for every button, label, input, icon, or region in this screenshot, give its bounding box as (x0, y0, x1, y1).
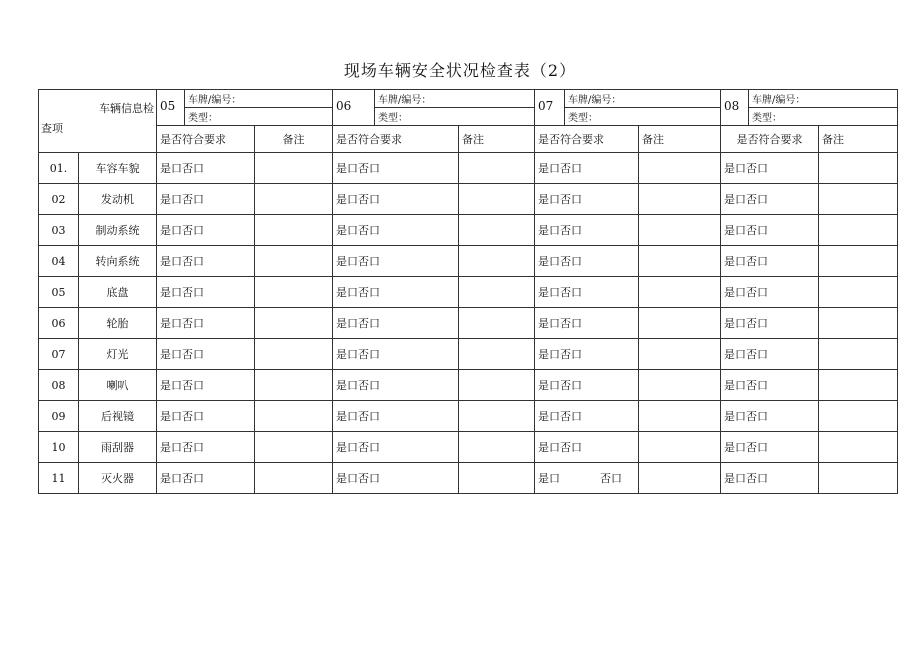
inspection-rows (39, 153, 898, 494)
yes-no-checkbox[interactable]: 是口否口 (535, 246, 639, 277)
note-cell[interactable] (459, 432, 535, 463)
yes-no-checkbox[interactable]: 是口否口 (721, 153, 819, 184)
note-cell[interactable] (819, 153, 898, 184)
note-cell[interactable] (819, 215, 898, 246)
vehicle-type-field[interactable]: 类型： (375, 108, 535, 126)
note-cell[interactable] (255, 246, 333, 277)
note-cell[interactable] (459, 463, 535, 494)
vehicle-number-07: 07 (535, 90, 565, 126)
yes-no-checkbox[interactable]: 是口否口 (721, 339, 819, 370)
col-conform-header: 是否符合要求 (721, 126, 819, 153)
table-row (39, 215, 898, 246)
yes-no-checkbox[interactable]: 是口否口 (721, 308, 819, 339)
row-item-label: 转向系统 (79, 246, 157, 277)
note-cell[interactable] (255, 401, 333, 432)
yes-no-checkbox[interactable]: 是口否口 (157, 246, 255, 277)
corner-header-top: 车辆信息检 (99, 102, 154, 115)
yes-no-checkbox[interactable]: 是口否口 (721, 401, 819, 432)
vehicle-plate-field[interactable]: 车牌/编号： (749, 90, 898, 108)
vehicle-number-08: 08 (721, 90, 749, 126)
yes-no-checkbox[interactable]: 是口否口 (721, 246, 819, 277)
note-cell[interactable] (819, 370, 898, 401)
yes-no-checkbox[interactable]: 是口否口 (157, 184, 255, 215)
row-item-label: 灯光 (79, 339, 157, 370)
vehicle-type-field[interactable]: 类型： (749, 108, 898, 126)
yes-no-checkbox[interactable]: 是口否口 (157, 277, 255, 308)
page-title: 现场车辆安全状况检查表（2） (343, 61, 577, 80)
yes-no-checkbox[interactable]: 是口否口 (157, 401, 255, 432)
col-note-header: 备注 (255, 126, 333, 153)
vehicle-number-05: 05 (157, 90, 185, 126)
row-number: 08 (39, 370, 79, 401)
yes-no-checkbox[interactable]: 是口否口 (333, 308, 459, 339)
yes-no-checkbox[interactable]: 是口否口 (157, 215, 255, 246)
yes-no-checkbox[interactable]: 是口否口 (721, 277, 819, 308)
yes-no-checkbox[interactable]: 是口否口 (535, 401, 639, 432)
yes-no-checkbox[interactable]: 是口否口 (333, 246, 459, 277)
table-row (39, 277, 898, 308)
yes-no-checkbox[interactable]: 是口否口 (535, 215, 639, 246)
yes-no-checkbox[interactable]: 是口否口 (721, 184, 819, 215)
yes-no-checkbox[interactable]: 是口否口 (333, 432, 459, 463)
note-cell[interactable] (639, 401, 721, 432)
table-row (39, 401, 898, 432)
note-cell[interactable] (459, 153, 535, 184)
yes-no-checkbox[interactable]: 是口否口 (535, 339, 639, 370)
note-cell[interactable] (639, 277, 721, 308)
yes-no-checkbox[interactable]: 是口否口 (157, 308, 255, 339)
col-conform-header: 是否符合要求 (535, 126, 639, 153)
row-item-label: 轮胎 (79, 308, 157, 339)
yes-no-checkbox[interactable]: 是口否口 (333, 463, 459, 494)
yes-no-checkbox[interactable]: 是口否口 (157, 153, 255, 184)
yes-no-checkbox[interactable]: 是口否口 (333, 153, 459, 184)
row-number: 06 (39, 308, 79, 339)
note-cell[interactable] (819, 463, 898, 494)
note-cell[interactable] (459, 277, 535, 308)
vehicle-plate-field[interactable]: 车牌/编号： (185, 90, 333, 108)
note-cell[interactable] (459, 215, 535, 246)
vehicle-plate-field[interactable]: 车牌/编号： (565, 90, 721, 108)
table-row (39, 463, 898, 494)
yes-no-checkbox[interactable]: 是口否口 (535, 184, 639, 215)
note-cell[interactable] (819, 339, 898, 370)
yes-no-checkbox[interactable]: 是口否口 (535, 153, 639, 184)
row-item-label: 发动机 (79, 184, 157, 215)
note-cell[interactable] (819, 184, 898, 215)
corner-header-bottom: 查项 (41, 122, 63, 135)
note-cell[interactable] (255, 463, 333, 494)
note-cell[interactable] (639, 339, 721, 370)
note-cell[interactable] (819, 432, 898, 463)
note-cell[interactable] (255, 308, 333, 339)
row-item-label: 雨刮器 (79, 432, 157, 463)
note-cell[interactable] (639, 308, 721, 339)
note-cell[interactable] (255, 215, 333, 246)
note-cell[interactable] (255, 153, 333, 184)
note-cell[interactable] (459, 401, 535, 432)
note-cell[interactable] (639, 246, 721, 277)
row-item-label: 车容车貌 (79, 153, 157, 184)
row-number: 01. (39, 153, 79, 184)
yes-no-checkbox[interactable]: 是口否口 (721, 432, 819, 463)
note-cell[interactable] (819, 246, 898, 277)
note-cell[interactable] (639, 215, 721, 246)
yes-no-checkbox[interactable]: 是口否口 (333, 215, 459, 246)
note-cell[interactable] (255, 184, 333, 215)
row-item-label: 喇叭 (79, 370, 157, 401)
col-note-header: 备注 (459, 126, 535, 153)
col-note-header: 备注 (819, 126, 898, 153)
row-number: 02 (39, 184, 79, 215)
note-cell[interactable] (459, 370, 535, 401)
note-cell[interactable] (819, 401, 898, 432)
header-row-columns (39, 126, 898, 153)
note-cell[interactable] (255, 277, 333, 308)
vehicle-type-field[interactable]: 类型： (185, 108, 333, 126)
row-item-label: 后视镜 (79, 401, 157, 432)
inspection-table (38, 89, 898, 494)
table-row (39, 184, 898, 215)
yes-no-checkbox[interactable]: 是口否口 (721, 215, 819, 246)
row-number: 09 (39, 401, 79, 432)
note-cell[interactable] (639, 370, 721, 401)
yes-no-checkbox[interactable]: 是口否口 (333, 277, 459, 308)
note-cell[interactable] (819, 277, 898, 308)
yes-no-checkbox[interactable]: 是口否口 (333, 370, 459, 401)
yes-no-checkbox[interactable]: 是口否口 (535, 370, 639, 401)
yes-no-checkbox[interactable]: 是口否口 (157, 339, 255, 370)
vehicle-plate-field[interactable]: 车牌/编号： (375, 90, 535, 108)
table-row (39, 246, 898, 277)
row-number: 07 (39, 339, 79, 370)
note-cell[interactable] (255, 432, 333, 463)
table-row (39, 432, 898, 463)
note-cell[interactable] (459, 308, 535, 339)
yes-no-checkbox[interactable]: 是口否口 (333, 184, 459, 215)
note-cell[interactable] (639, 463, 721, 494)
note-cell[interactable] (639, 184, 721, 215)
note-cell[interactable] (639, 432, 721, 463)
col-note-header: 备注 (639, 126, 721, 153)
header-row-plate (39, 90, 898, 108)
yes-no-checkbox[interactable]: 是口否口 (535, 432, 639, 463)
table-row (39, 153, 898, 184)
yes-no-checkbox[interactable]: 是口否口 (157, 370, 255, 401)
note-cell[interactable] (255, 339, 333, 370)
row-number: 04 (39, 246, 79, 277)
yes-no-checkbox[interactable]: 是口否口 (721, 463, 819, 494)
note-cell[interactable] (639, 153, 721, 184)
yes-no-checkbox[interactable]: 是口否口 (721, 370, 819, 401)
yes-no-checkbox[interactable]: 是口否口 (535, 277, 639, 308)
yes-no-checkbox[interactable]: 是口否口 (157, 463, 255, 494)
table-row (39, 339, 898, 370)
note-cell[interactable] (459, 339, 535, 370)
note-cell[interactable] (819, 308, 898, 339)
note-cell[interactable] (255, 370, 333, 401)
yes-no-checkbox[interactable]: 是口否口 (333, 401, 459, 432)
yes-no-checkbox[interactable] (535, 463, 639, 494)
note-cell[interactable] (459, 184, 535, 215)
no-checkbox[interactable]: 否口 (600, 472, 622, 485)
row-number: 03 (39, 215, 79, 246)
row-item-label: 底盘 (79, 277, 157, 308)
yes-no-checkbox[interactable]: 是口否口 (333, 339, 459, 370)
vehicle-number-06: 06 (333, 90, 375, 126)
vehicle-type-field[interactable]: 类型： (565, 108, 721, 126)
corner-header-cell (39, 90, 157, 153)
table-row (39, 308, 898, 339)
col-conform-header: 是否符合要求 (333, 126, 459, 153)
note-cell[interactable] (459, 246, 535, 277)
row-item-label: 灭火器 (79, 463, 157, 494)
row-item-label: 制动系统 (79, 215, 157, 246)
table-row (39, 370, 898, 401)
col-conform-header: 是否符合要求 (157, 126, 255, 153)
row-number: 05 (39, 277, 79, 308)
row-number: 11 (39, 463, 79, 494)
row-number: 10 (39, 432, 79, 463)
yes-no-checkbox[interactable]: 是口否口 (157, 432, 255, 463)
yes-no-checkbox[interactable]: 是口否口 (535, 308, 639, 339)
yes-checkbox[interactable]: 是口 (538, 472, 560, 485)
